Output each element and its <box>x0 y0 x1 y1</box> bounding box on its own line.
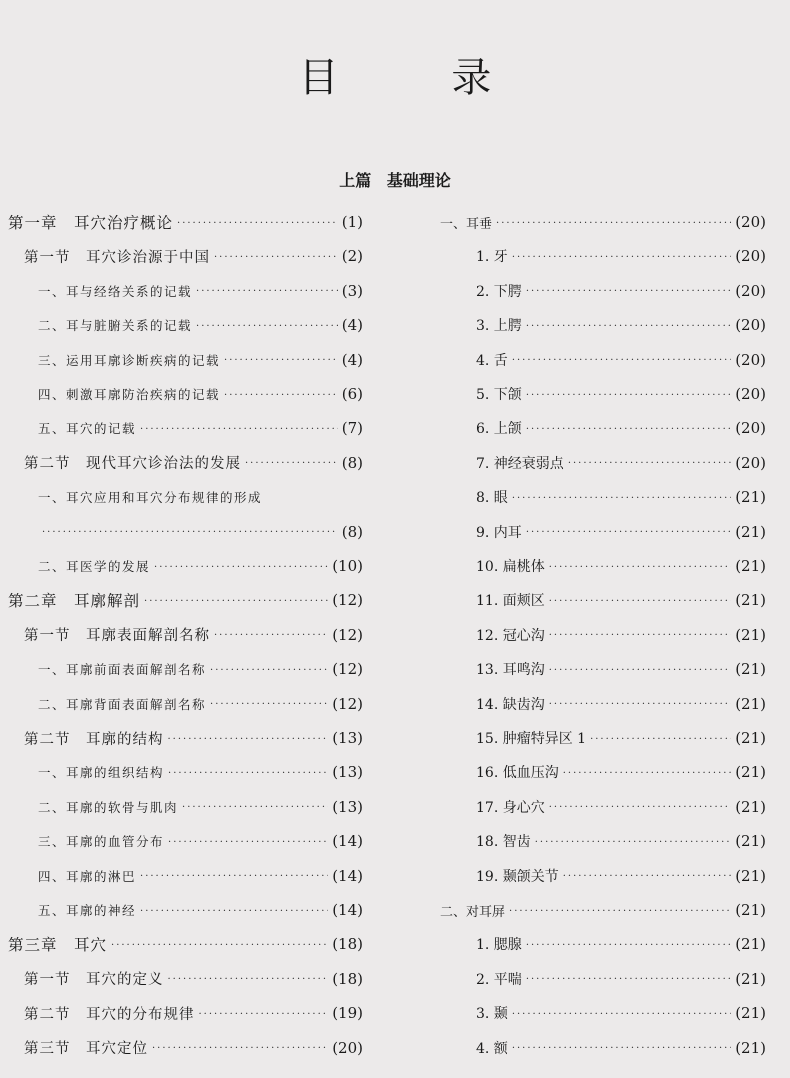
toc-entry <box>440 382 766 406</box>
toc-leader-dots <box>512 1009 731 1020</box>
toc-leader-dots <box>549 596 731 607</box>
toc-entry-label: 第一节 耳廓表面解剖名称 <box>24 628 210 645</box>
toc-entry-page: (20) <box>735 385 766 403</box>
toc-leader-dots <box>549 562 731 573</box>
toc-entry-page: (21) <box>735 797 766 816</box>
toc-entry <box>440 554 766 578</box>
toc-entry-page: (20) <box>735 213 766 231</box>
toc-leader-dots <box>214 252 338 263</box>
toc-leader-dots <box>168 734 329 745</box>
toc-entry-label: 16. 低血压沟 <box>476 765 559 782</box>
toc-entry-label: 三、运用耳廓诊断疾病的记载 <box>38 352 221 368</box>
toc-leader-dots <box>549 699 731 710</box>
toc-entry <box>8 382 363 406</box>
toc-entry <box>8 554 363 578</box>
toc-entry-page: (21) <box>735 591 766 610</box>
toc-leader-dots <box>535 837 731 848</box>
toc-entry <box>8 244 363 268</box>
toc-entry-page: (14) <box>332 832 363 851</box>
toc-leader-dots <box>526 286 731 297</box>
toc-entry <box>440 313 766 337</box>
toc-entry <box>440 244 766 268</box>
toc-entry <box>8 520 363 544</box>
toc-entry-label: 第一节 耳穴的定义 <box>24 972 164 989</box>
toc-leader-dots <box>526 424 731 435</box>
toc-entry-label: 四、刺激耳廓防治疾病的记载 <box>38 387 221 402</box>
toc-entry-page: (21) <box>735 935 766 954</box>
toc-entry <box>440 898 766 922</box>
toc-entry-label: 14. 缺齿沟 <box>476 696 545 713</box>
toc-entry-page: (3) <box>341 281 363 300</box>
toc-entry <box>440 279 766 303</box>
toc-entry-label: 6. 上颌 <box>476 421 522 438</box>
toc-entry-page: (21) <box>735 660 766 679</box>
toc-entry <box>8 313 363 337</box>
toc-leader-dots <box>590 734 731 745</box>
toc-entry-label: 5. 下颌 <box>476 387 522 403</box>
toc-leader-dots <box>549 802 731 813</box>
toc-leader-dots <box>512 1043 731 1054</box>
toc-entry-label: 一、耳与经络关系的记载 <box>38 283 193 299</box>
toc-leader-dots <box>549 665 731 676</box>
toc-entry <box>440 520 766 544</box>
toc-leader-dots <box>214 630 328 641</box>
toc-leader-dots <box>245 458 338 469</box>
toc-entry-label: 二、耳与脏腑关系的记载 <box>38 318 193 334</box>
toc-entry <box>8 485 363 509</box>
toc-entry <box>440 1036 766 1060</box>
toc-leader-dots <box>210 665 328 676</box>
toc-entry-page: (13) <box>332 797 363 816</box>
toc-entry-label: 4. 舌 <box>476 352 508 369</box>
toc-entry-label: 18. 智齿 <box>476 834 531 851</box>
toc-entry-page: (1) <box>341 213 363 231</box>
toc-entry <box>8 829 363 853</box>
toc-entry-page: (21) <box>735 1004 766 1023</box>
toc-leader-dots <box>168 837 328 848</box>
toc-entry-page: (20) <box>735 316 766 335</box>
toc-entry-label: 第二节 耳廓的结构 <box>24 731 164 748</box>
toc-entry-page: (12) <box>332 660 363 679</box>
toc-entry-page: (8) <box>341 453 363 472</box>
toc-entry <box>440 864 766 888</box>
toc-entry-label: 1. 腮腺 <box>476 937 522 954</box>
toc-entry-label: 17. 身心穴 <box>476 799 545 816</box>
toc-leader-dots <box>210 699 328 710</box>
toc-leader-dots <box>563 871 731 882</box>
toc-entry-label: 第二节 现代耳穴诊治法的发展 <box>24 456 241 473</box>
toc-entry <box>8 451 363 475</box>
toc-entry <box>8 1036 363 1060</box>
toc-entry-page: (21) <box>735 866 766 885</box>
toc-leader-dots <box>512 493 731 504</box>
toc-entry-label: 五、耳廓的神经 <box>38 903 137 918</box>
toc-leader-dots <box>526 527 731 538</box>
toc-leader-dots <box>526 390 731 401</box>
toc-entry <box>8 279 363 303</box>
toc-leader-dots <box>196 286 338 297</box>
toc-entry-page: (7) <box>341 419 363 438</box>
toc-entry-label: 3. 上腭 <box>476 318 522 335</box>
toc-leader-dots <box>549 630 731 641</box>
toc-leader-dots <box>144 596 328 607</box>
toc-entry-label: 二、耳廓背面表面解剖名称 <box>38 696 207 712</box>
toc-entry-page: (21) <box>735 969 766 988</box>
toc-leader-dots <box>512 355 731 366</box>
toc-entry <box>8 932 363 956</box>
toc-entry-page: (21) <box>735 1038 766 1057</box>
toc-entry <box>440 967 766 991</box>
toc-entry <box>440 726 766 750</box>
toc-entry-page: (8) <box>341 522 363 541</box>
toc-entry-page: (12) <box>332 625 363 644</box>
toc-entry-label: 第一节 耳穴诊治源于中国 <box>24 249 210 266</box>
toc-entry <box>440 416 766 440</box>
toc-entry-label: 7. 神经衰弱点 <box>476 455 564 472</box>
toc-leader-dots <box>177 218 338 229</box>
toc-entry-page: (12) <box>332 694 363 713</box>
toc-entry <box>440 795 766 819</box>
toc-entry-page: (21) <box>735 763 766 782</box>
toc-entry-label: 二、对耳屏 <box>440 904 506 920</box>
toc-entry <box>8 348 363 372</box>
toc-entry-label: 一、耳垂 <box>440 216 493 232</box>
toc-entry-page: (21) <box>735 832 766 851</box>
toc-entry-label: 15. 肿瘤特异区 1 <box>476 731 587 747</box>
toc-entry-label: 1. 牙 <box>476 249 508 266</box>
toc-entry <box>440 210 766 234</box>
toc-entry-label: 五、耳穴的记载 <box>38 421 137 437</box>
toc-entry-page: (2) <box>341 247 363 266</box>
toc-entry <box>440 451 766 475</box>
toc-entry-label: 一、耳廓的组织结构 <box>38 765 165 781</box>
toc-entry <box>440 485 766 509</box>
toc-leader-dots <box>526 321 731 332</box>
toc-entry-page: (20) <box>735 247 766 266</box>
toc-entry <box>440 760 766 784</box>
toc-entry <box>8 1001 363 1025</box>
toc-entry-label: 3. 颞 <box>476 1006 508 1023</box>
toc-entry <box>8 898 363 922</box>
toc-entry <box>8 623 363 647</box>
toc-entry <box>8 760 363 784</box>
toc-entry <box>440 1001 766 1025</box>
toc-entry <box>440 623 766 647</box>
toc-entry-page: (19) <box>332 1004 363 1023</box>
toc-entry <box>440 692 766 716</box>
toc-entry-label: 二、耳廓的软骨与肌肉 <box>38 799 179 815</box>
toc-leader-dots <box>224 390 338 401</box>
toc-leader-dots <box>154 562 328 573</box>
toc-leader-dots <box>152 1043 328 1054</box>
toc-entry-label: 一、耳廓前面表面解剖名称 <box>38 662 207 678</box>
toc-entry-label: 10. 扁桃体 <box>476 559 545 575</box>
toc-entry-label: 11. 面颊区 <box>476 593 545 610</box>
toc-entry <box>8 795 363 819</box>
toc-entry-label: 一、耳穴应用和耳穴分布规律的形成 <box>38 490 263 506</box>
toc-leader-dots <box>224 355 338 366</box>
toc-entry-label: 第三节 耳穴定位 <box>24 1041 148 1058</box>
toc-entry-label: 第三章 耳穴 <box>8 936 108 955</box>
toc-entry <box>8 692 363 716</box>
toc-entry-page: (20) <box>735 281 766 300</box>
toc-entry-page: (21) <box>735 901 766 919</box>
toc-entry-page: (14) <box>332 901 363 919</box>
toc-entry-label: 12. 冠心沟 <box>476 627 545 644</box>
toc-leader-dots <box>182 802 328 813</box>
toc-entry-page: (6) <box>341 385 363 403</box>
toc-entry-page: (18) <box>332 969 363 988</box>
toc-entry <box>8 726 363 750</box>
toc-entry-page: (20) <box>735 419 766 438</box>
toc-entry-page: (21) <box>735 694 766 713</box>
toc-entry <box>8 210 363 234</box>
toc-entry-page: (12) <box>332 591 363 610</box>
toc-entry <box>8 657 363 681</box>
toc-leader-dots <box>140 871 328 882</box>
toc-entry-label: 2. 下腭 <box>476 283 522 300</box>
toc-entry <box>8 967 363 991</box>
toc-entry-label: 三、耳廓的血管分布 <box>38 834 165 850</box>
toc-entry-page: (20) <box>332 1038 363 1057</box>
toc-entry <box>8 588 363 612</box>
toc-entry-page: (4) <box>341 350 363 369</box>
toc-entry-page: (21) <box>735 625 766 644</box>
toc-entry-label: 19. 颞颌关节 <box>476 868 559 885</box>
toc-entry-label: 4. 额 <box>476 1040 508 1057</box>
part-heading: 上篇 基础理论 <box>339 171 451 190</box>
toc-entry <box>440 932 766 956</box>
toc-entry <box>8 864 363 888</box>
toc-leader-dots <box>526 940 731 951</box>
toc-leader-dots <box>42 527 338 538</box>
toc-entry-label: 第二章 耳廓解剖 <box>8 592 141 611</box>
toc-leader-dots <box>140 906 328 917</box>
toc-leader-dots <box>111 940 328 951</box>
toc-entry-page: (4) <box>341 316 363 335</box>
toc-entry <box>440 348 766 372</box>
toc-entry-page: (21) <box>735 729 766 747</box>
toc-entry <box>440 657 766 681</box>
toc-entry-page: (20) <box>735 350 766 369</box>
toc-leader-dots <box>512 252 731 263</box>
toc-leader-dots <box>168 974 329 985</box>
toc-entry-page: (20) <box>735 453 766 472</box>
toc-entry-label: 四、耳廓的淋巴 <box>38 868 137 884</box>
toc-entry-label: 第二节 耳穴的分布规律 <box>24 1006 195 1023</box>
toc-entry-label: 13. 耳鸣沟 <box>476 662 545 679</box>
toc-entry <box>8 416 363 440</box>
page-title: 目 录 <box>298 55 542 101</box>
toc-entry-label: 二、耳医学的发展 <box>38 559 151 574</box>
toc-entry-page: (18) <box>332 935 363 954</box>
toc-entry-page: (21) <box>735 522 766 541</box>
toc-entry-page: (13) <box>332 729 363 747</box>
toc-leader-dots <box>140 424 338 435</box>
toc-entry-page: (13) <box>332 763 363 782</box>
toc-entry-page: (14) <box>332 866 363 885</box>
toc-entry-label: 第一章 耳穴治疗概论 <box>8 214 174 232</box>
toc-entry-page: (21) <box>735 488 766 507</box>
toc-leader-dots <box>196 321 338 332</box>
toc-leader-dots <box>199 1009 329 1020</box>
toc-entry-page: (21) <box>735 557 766 575</box>
toc-entry <box>440 829 766 853</box>
toc-entry <box>440 588 766 612</box>
toc-entry-label: 8. 眼 <box>476 490 508 507</box>
toc-entry-label: 2. 平喘 <box>476 971 522 988</box>
toc-entry-page: (10) <box>332 557 363 575</box>
toc-leader-dots <box>563 768 731 779</box>
toc-leader-dots <box>168 768 328 779</box>
toc-entry-label: 9. 内耳 <box>476 524 522 541</box>
toc-leader-dots <box>496 218 731 229</box>
toc-leader-dots <box>509 906 731 917</box>
toc-leader-dots <box>568 458 731 469</box>
toc-leader-dots <box>526 974 731 985</box>
